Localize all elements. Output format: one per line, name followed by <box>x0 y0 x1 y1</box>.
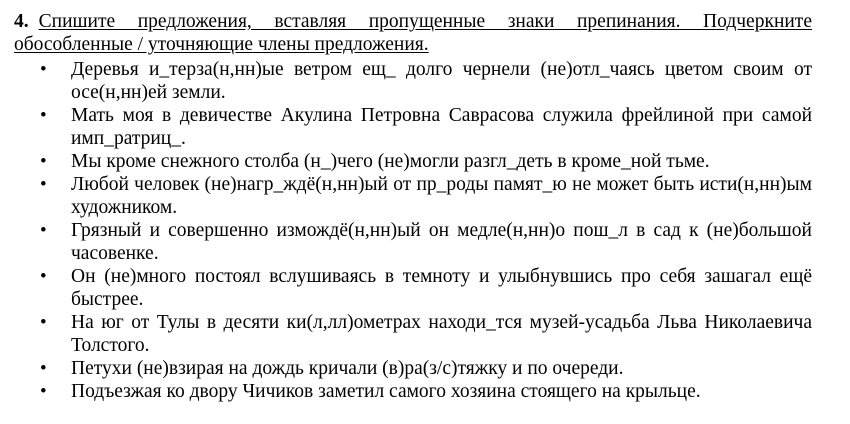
sentence-text: Петухи (не)взирая на дождь кричали (в)ра(з/с)тяжку и по очереди. <box>71 358 624 379</box>
bullet-icon: • <box>40 220 47 241</box>
bullet-icon: • <box>40 151 47 172</box>
sentence-text: Мы кроме снежного столба (н_)чего (не)могли разгл_деть в кроме_ной тьме. <box>71 151 710 172</box>
bullet-icon: • <box>40 312 47 333</box>
list-item <box>14 58 812 104</box>
list-item <box>14 219 812 265</box>
task-instruction: Спишите предложения, вставляя пропущенные знаки препинания. Подчеркните обособленные / уточняющие члены предложения. <box>14 11 812 55</box>
task-header <box>14 10 812 56</box>
list-item <box>14 311 812 357</box>
list-item <box>14 380 812 403</box>
bullet-icon: • <box>40 174 47 195</box>
sentence-text: Грязный и совершенно измождё(н,нн)ый он медле(н,нн)о пош_л в сад к (не)большой часовенке. <box>71 220 812 264</box>
list-item <box>14 104 812 150</box>
task-number: 4. <box>14 11 29 32</box>
bullet-icon: • <box>40 358 47 379</box>
sentence-text: Мать моя в девичестве Акулина Петровна Саврасова служила фрейлиной при самой имп_ратриц_. <box>71 105 812 149</box>
bullet-icon: • <box>40 59 47 80</box>
list-item <box>14 357 812 380</box>
list-item <box>14 265 812 311</box>
sentence-text: Он (не)много постоял вслушиваясь в темноту и улыбнувшись про себя зашагал ещё быстрее. <box>71 266 812 310</box>
sentence-text: На юг от Тулы в десяти ки(л,лл)ометрах находи_тся музей-усадьба Льва Николаевича Толстого. <box>71 312 812 356</box>
bullet-icon: • <box>40 266 47 287</box>
sentence-text: Деревья и_терза(н,нн)ые ветром ещ_ долго чернели (не)отл_чаясь цветом своим от осе(н,нн)ей земли. <box>71 59 812 103</box>
sentence-text: Любой человек (не)нагр_ждё(н,нн)ый от пр_роды памят_ю не может быть исти(н,нн)ым художником. <box>71 174 812 218</box>
bullet-icon: • <box>40 381 47 402</box>
list-item <box>14 173 812 219</box>
bullet-icon: • <box>40 105 47 126</box>
list-item <box>14 150 812 173</box>
sentence-list <box>14 58 812 403</box>
sentence-text: Подъезжая ко двору Чичиков заметил самого хозяина стоящего на крыльце. <box>71 381 701 402</box>
